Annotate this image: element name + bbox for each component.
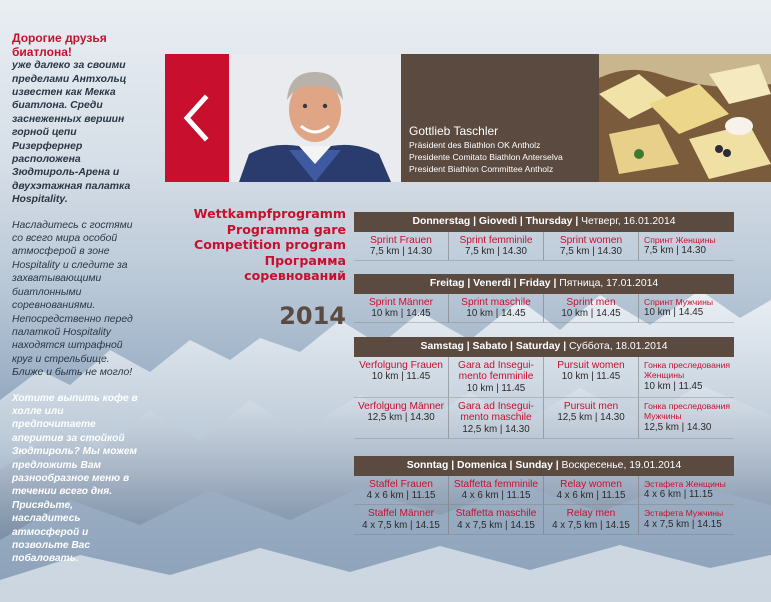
event-cell-it xyxy=(449,232,544,261)
event-cell-ru xyxy=(639,476,734,505)
day-friday xyxy=(354,274,734,323)
event-name: Эстафета Мужчины xyxy=(644,508,724,519)
event-time: 4 x 7,5 km | 14.15 xyxy=(362,519,440,531)
day-saturday xyxy=(354,337,734,439)
day-header xyxy=(354,337,734,357)
event-time: 4 x 7,5 km | 14.15 xyxy=(457,519,535,531)
intro-paragraph-2 xyxy=(12,219,142,380)
event-time: 10 km | 11.45 xyxy=(371,371,431,383)
event-time: 12,5 km | 14.30 xyxy=(557,412,625,424)
event-cell-en xyxy=(544,476,639,505)
event-name: Relay men xyxy=(566,508,616,520)
event-cell-de xyxy=(354,398,449,439)
person-role-it: Presidente Comitato Biathlon Anterselva xyxy=(409,152,563,163)
event-row xyxy=(354,232,734,261)
event-cell-ru xyxy=(639,294,734,323)
event-cell-ru xyxy=(639,505,734,534)
event-name: Gara ad Insegui-mento maschile xyxy=(458,400,534,424)
event-name: Спринт Мужчины xyxy=(644,297,714,307)
event-cell-de xyxy=(354,294,449,323)
event-time: 10 km | 14.45 xyxy=(561,308,621,320)
event-name: Pursuit women xyxy=(557,360,625,371)
program-title-en: Competition program xyxy=(194,237,346,253)
event-cell-it xyxy=(449,294,544,323)
person-block xyxy=(409,124,563,176)
intro-paragraph-1: уже далеко за своими пределами Антхольц известен как Мекка биатлона. Среди заснеженных вершин горной цепи Ризерфернер расположена Зюдтироль-Арена и двухэтажная палатка Hospitality. xyxy=(12,60,131,206)
event-name: Relay women xyxy=(560,479,622,490)
person-name: Gottlieb Taschler xyxy=(409,124,499,138)
event-name: Эстафета Женщины xyxy=(644,479,726,489)
event-time: 7,5 km | 14.30 xyxy=(560,246,622,258)
day-header-langs: Donnerstag | Giovedì | Thursday | xyxy=(412,216,582,227)
event-cell-en xyxy=(544,232,639,261)
day-header-ru: Суббота, 18.01.2014 xyxy=(569,341,668,352)
event-name: Спринт Женщины xyxy=(644,235,716,245)
event-name: Sprint Frauen xyxy=(370,235,432,246)
event-cell-en xyxy=(544,357,639,398)
program-year: 2014 xyxy=(279,302,346,330)
intro-p2-part-c: находятся штрафной круг и стрельбище. Ближе и быть не могло! xyxy=(12,340,133,379)
program-title-it: Programma gare xyxy=(226,221,346,237)
event-row xyxy=(354,294,734,323)
day-header xyxy=(354,274,734,294)
event-cell-it xyxy=(449,476,544,505)
event-name: Verfolgung Frauen xyxy=(359,360,443,371)
day-header-ru: Четверг, 16.01.2014 xyxy=(581,216,676,227)
cheese-buffet-photo xyxy=(599,54,771,182)
event-row xyxy=(354,505,734,534)
intro-paragraph-3: Хотите выпить кофе в холле или предпочитаете аперитив за стойкой Зюдтироль? Мы можем предложить Вам разнообразное меню в течении всего дня. Присядьте, насладитесь атмосферой и позвольте Вас побаловать. xyxy=(12,392,138,565)
chevron-left-icon[interactable] xyxy=(165,54,229,182)
event-row xyxy=(354,357,734,398)
portrait-photo xyxy=(229,54,401,182)
event-row xyxy=(354,476,734,505)
program-title-ru-2: соревнований xyxy=(244,268,346,284)
event-time: 4 x 7,5 km | 14.15 xyxy=(552,519,630,531)
event-cell-de xyxy=(354,232,449,261)
header-band xyxy=(165,54,771,182)
event-time: 10 km | 14.45 xyxy=(371,308,431,320)
day-header-langs: Sonntag | Domenica | Sunday | xyxy=(406,460,562,471)
day-sunday xyxy=(354,456,734,535)
event-time: 4 x 6 km | 11.15 xyxy=(461,490,531,502)
event-time: 12,5 km | 14.30 xyxy=(462,423,530,435)
back-tab[interactable] xyxy=(165,54,229,182)
event-name: Гонка преследования Мужчины xyxy=(644,400,731,422)
event-time: 4 x 6 km | 11.15 xyxy=(644,489,713,501)
event-time: 10 km | 11.45 xyxy=(561,371,621,383)
event-name: Gara ad Insegui-mento femminile xyxy=(458,360,534,383)
event-cell-it xyxy=(449,505,544,534)
event-cell-it xyxy=(449,398,544,439)
event-cell-de xyxy=(354,357,449,398)
event-cell-en xyxy=(544,398,639,439)
event-cell-it xyxy=(449,357,544,398)
event-time: 12,5 km | 14.30 xyxy=(367,412,435,424)
person-role-en: President Biathlon Committee Antholz xyxy=(409,164,554,175)
day-header-langs: Samstag | Sabato | Saturday | xyxy=(420,341,569,352)
greeting-heading: Дорогие друзья биатлона! xyxy=(12,31,107,59)
person-info xyxy=(401,54,599,182)
day-thursday xyxy=(354,212,734,261)
event-name: Staffetta femminile xyxy=(453,479,539,490)
intro-p2-part-b: и следите за захватывающими биатлонными соревнованиями. Непосредственно перед палаткой xyxy=(12,259,133,338)
event-cell-en xyxy=(544,294,639,323)
portrait-illustration xyxy=(229,54,401,182)
cheese-illustration xyxy=(599,54,771,182)
event-name: Гонка преследования Женщины xyxy=(644,360,731,381)
intro-p2-part-a: Насладитесь с гостями со всего мира особой атмосферой в зоне xyxy=(12,219,133,258)
intro-p2-hospitality: Hospitality xyxy=(12,259,60,271)
event-cell-de xyxy=(354,505,449,534)
event-time: 12,5 km | 14.30 xyxy=(644,421,712,433)
event-name: Staffel Männer xyxy=(367,508,435,520)
intro-text xyxy=(12,32,142,578)
person-role-de: Präsident des Biathlon OK Antholz xyxy=(409,140,541,150)
event-time: 7,5 km | 14.30 xyxy=(465,246,527,258)
event-name: Sprint women xyxy=(559,235,623,246)
event-name: Sprint men xyxy=(566,297,616,308)
event-name: Sprint maschile xyxy=(461,297,531,308)
event-row xyxy=(354,398,734,439)
event-name: Staffetta maschile xyxy=(455,508,537,520)
day-header-langs: Freitag | Venerdì | Friday | xyxy=(429,278,560,289)
program-title-ru-1: Программа xyxy=(264,252,346,268)
day-header-ru: Пятница, 17.01.2014 xyxy=(559,278,659,289)
event-time: 4 x 6 km | 11.15 xyxy=(556,490,626,502)
event-name: Verfolgung Männer xyxy=(357,400,445,412)
event-cell-en xyxy=(544,505,639,534)
event-time: 4 x 7,5 km | 14.15 xyxy=(644,518,722,530)
intro-p2-hospitality-2: Hospitality xyxy=(63,326,111,338)
event-name: Pursuit men xyxy=(563,400,619,412)
event-time: 4 x 6 km | 11.15 xyxy=(366,490,436,502)
event-time: 10 km | 11.45 xyxy=(644,380,703,392)
event-cell-ru xyxy=(639,398,734,439)
day-header xyxy=(354,212,734,232)
program-title xyxy=(160,206,346,284)
event-cell-de xyxy=(354,476,449,505)
event-time: 7,5 km | 14.30 xyxy=(644,245,706,257)
event-time: 10 km | 14.45 xyxy=(644,307,704,319)
event-time: 10 km | 14.45 xyxy=(466,308,526,320)
program-title-de: Wettkampfprogramm xyxy=(193,206,346,221)
day-header-ru: Воскресенье, 19.01.2014 xyxy=(561,460,682,471)
event-name: Sprint Männer xyxy=(369,297,433,308)
event-time: 10 km | 11.45 xyxy=(466,382,526,394)
event-name: Staffel Frauen xyxy=(369,479,433,490)
event-cell-ru xyxy=(639,232,734,261)
day-header xyxy=(354,456,734,476)
event-name: Sprint femminile xyxy=(459,235,533,246)
event-cell-ru xyxy=(639,357,734,398)
event-time: 7,5 km | 14.30 xyxy=(370,246,432,258)
